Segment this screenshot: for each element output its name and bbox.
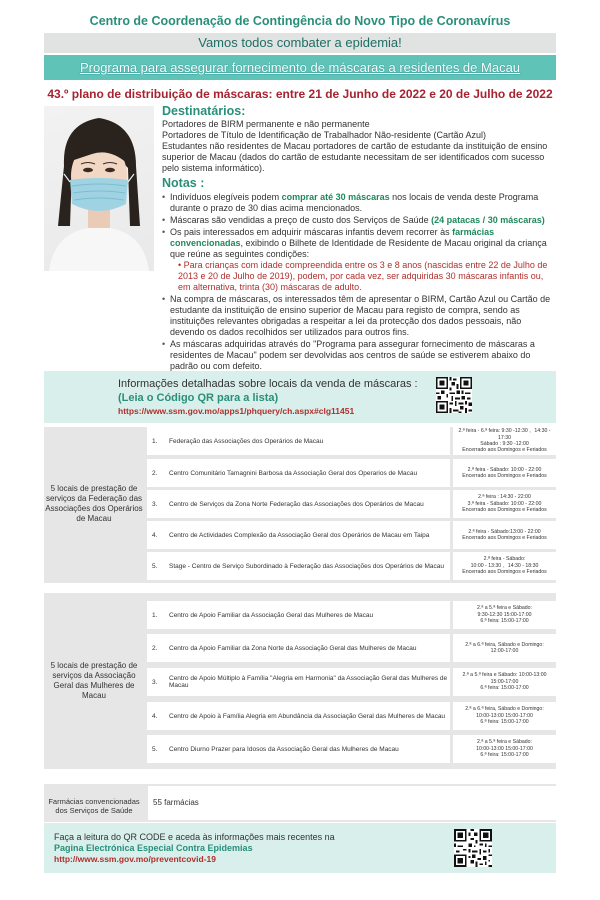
table-row: 2. Centro Comunitário Tamagnini Barbosa da Associação Geral dos Operarios de Macau	[147, 459, 450, 487]
pharmacies-count: 55 farmácias	[148, 786, 556, 820]
group-label: 5 locais de prestação de serviços da Federação das Associações dos Operários de Macau	[45, 484, 143, 523]
group-label: 5 locais de prestação de serviços da Associação Geral das Mulheres de Macau	[50, 661, 138, 700]
opening-hours: 2.ª feira - Sábado:13:00 - 22:00 Encerrado aos Domingos e Feriados	[453, 521, 556, 549]
table-row: 5. Stage - Centro de Serviço Subordinado à Federação das Associações dos Operários de Macau	[147, 552, 450, 580]
opening-hours: 2.ª feira : 14:30 - 22:00 3.ª feira - Sábado: 10:00 - 22:00 Encerrado aos Domingos e Feriados	[453, 490, 556, 518]
note-item: • Os pais interessados em adquirir máscaras infantis devem recorrer às farmácias convencionadas, exibindo o Bilhete de Identidade de Residente de Macau original da criança que reúne as seguintes condições: • Para crianças com idade compreendida entre os 3 e 8 anos (nascidas entre 22 de Julho de 2013 e 20 de Julho de 2019), podem, por cada vez, ser adquiridas 30 máscaras infantis ou, em alternativa, trinta (30) máscaras de adulto.	[162, 227, 556, 293]
footer-url-link[interactable]: http://www.ssm.gov.mo/preventcovid-19	[54, 854, 216, 864]
pharmacies-label: Farmácias convencionadas dos Serviços de Saúde	[48, 797, 140, 815]
info-qr-instruction: (Leia o Código QR para a lista)	[118, 392, 279, 404]
table-row: 4. Centro de Actividades Complexão da Associação Geral dos Operários de Macau em Taipa	[147, 521, 450, 549]
note-item: • Indivíduos elegíveis podem comprar até 30 máscaras nos locais de venda deste Programa durante o prazo de 30 dias acima mencionados.	[162, 192, 556, 214]
recipient-line: Portadores de BIRM permanente e não permanente	[162, 119, 370, 129]
masked-person-illustration	[44, 106, 154, 271]
slogan-banner: Vamos todos combater a epidemia!	[44, 33, 556, 53]
table-row: 3. Centro de Apoio Múltiplo à Família "Alegria em Harmonia" da Associação Geral das Mulheres de Macau	[147, 668, 450, 696]
note-item: • Máscaras são vendidas a preço de custo dos Serviços de Saúde (24 patacas / 30 máscaras)	[162, 215, 556, 226]
note-item: • As máscaras adquiridas através do "Programa para assegurar fornecimento de máscaras a residentes de Macau" podem ser devolvidas aos centros de saúde se estiverem abaixo do padrão ou com defeito.	[162, 339, 556, 372]
table-row: 4. Centro de Apoio à Família Alegria em Abundância da Associação Geral das Mulheres de Macau	[147, 702, 450, 730]
opening-hours: 2.ª a 6.ª feira, Sábado e Domingo: 10:00-13:00 15:00-17:00 6.ª feira: 15:00-17:00	[453, 702, 556, 730]
page-title: Centro de Coordenação de Contingência do Novo Tipo de Coronavírus	[89, 14, 511, 28]
table-row: 1. Federação das Associações dos Operários de Macau	[147, 427, 450, 455]
opening-hours: 2.ª feira - Sábado: 10:00 - 13:30 、14:30 - 18:30 Encerrado aos Domingos e Feriados	[453, 552, 556, 580]
table-row: 1. Centro de Apoio Familiar da Associação Geral das Mulheres de Macau	[147, 601, 450, 629]
opening-hours: 2.ª feira - Sábado: 10:00 - 22:00 Encerrado aos Domingos e Feriados	[453, 459, 556, 487]
program-banner: Programa para assegurar fornecimento de máscaras a residentes de Macau	[44, 55, 556, 80]
opening-hours: 2.ª a 5.ª feira e Sábado: 10:00-13:00 15:00-17:00 6.ª feira: 15:00-17:00	[453, 735, 556, 763]
plan-heading: 43.º plano de distribuição de máscaras: entre 21 de Junho de 2022 e 20 de Julho de 2022	[47, 87, 553, 101]
notas-heading: Notas :	[162, 176, 205, 190]
note-item: • Na compra de máscaras, os interessados têm de apresentar o BIRM, Cartão Azul ou Cartão de estudante da instituição de ensino superior de Macau para registo de compra, sendo as instituições relevantes obrigadas a respeitar a lei da protecção dos dados pessoais, não devendo os dados recolhidos ser utilizados para outros fins.	[162, 294, 556, 338]
info-title: Informações detalhadas sobre locais da venda de máscaras :	[118, 378, 418, 390]
masked-person-photo	[44, 106, 154, 271]
qr-code-icon[interactable]	[436, 377, 472, 413]
table-row: 2. Centro da Apoio Familiar da Zona Norte da Associação Geral das Mulheres de Macau	[147, 634, 450, 662]
child-mask-condition: • Para crianças com idade compreendida entre os 3 e 8 anos (nascidas entre 22 de Julho de 2013 e 20 de Julho de 2019), podem, por cada vez, ser adquiridas 30 máscaras infantis ou, em alternativa, trinta (30) máscaras de adulto.	[178, 260, 548, 292]
notes-list	[162, 192, 556, 372]
opening-hours: 2.ª a 5.ª feira e Sábado: 10:00-13:00 15:00-17:00 6.ª feira: 15:00-17:00	[453, 668, 556, 696]
info-column	[162, 104, 556, 373]
table-row: 3. Centro de Serviços da Zona Norte Federação das Associações dos Operários de Macau	[147, 490, 450, 518]
pharmacies-row	[44, 784, 556, 822]
recipient-line: Portadores de Título de Identificação de Trabalhador Não-residente (Cartão Azul)	[162, 130, 487, 140]
opening-hours: 2.ª a 5.ª feira e Sábado: 9:30-12:30 15:00-17:00 6.ª feira: 15:00-17:00	[453, 601, 556, 629]
info-url-link[interactable]: https://www.ssm.gov.mo/apps1/phquery/ch.aspx#clg11451	[118, 406, 355, 416]
sales-locations-info	[44, 371, 556, 423]
qr-code-icon[interactable]	[454, 829, 492, 867]
destinatarios-heading: Destinatários:	[162, 104, 246, 118]
opening-hours: 2.ª a 6.ª feira, Sábado e Domingo: 12:00-17:00	[453, 634, 556, 662]
footer-page-name: Pagina Electrónica Especial Contra Epidemias	[54, 843, 253, 853]
opening-hours: 2.ª feira - 6.ª feira: 9:30 -12:30 、14:30 - 17:30 Sábado : 9:30 -12:00 Encerrado aos Domingos e Feriados	[453, 427, 556, 455]
footer-instruction: Faça a leitura do QR CODE e aceda às informações mais recentes na	[54, 832, 335, 842]
table-row: 5. Centro Diurno Prazer para Idosos da Associação Geral das Mulheres de Macau	[147, 735, 450, 763]
recipient-line: Estudantes não residentes de Macau portadores de cartão de estudante da instituição de ensino superior de Macau (dados do cartão de estudante necessitam de ser identificados com sucesso pelo sistema informático).	[162, 141, 548, 173]
footer-panel	[44, 823, 556, 873]
